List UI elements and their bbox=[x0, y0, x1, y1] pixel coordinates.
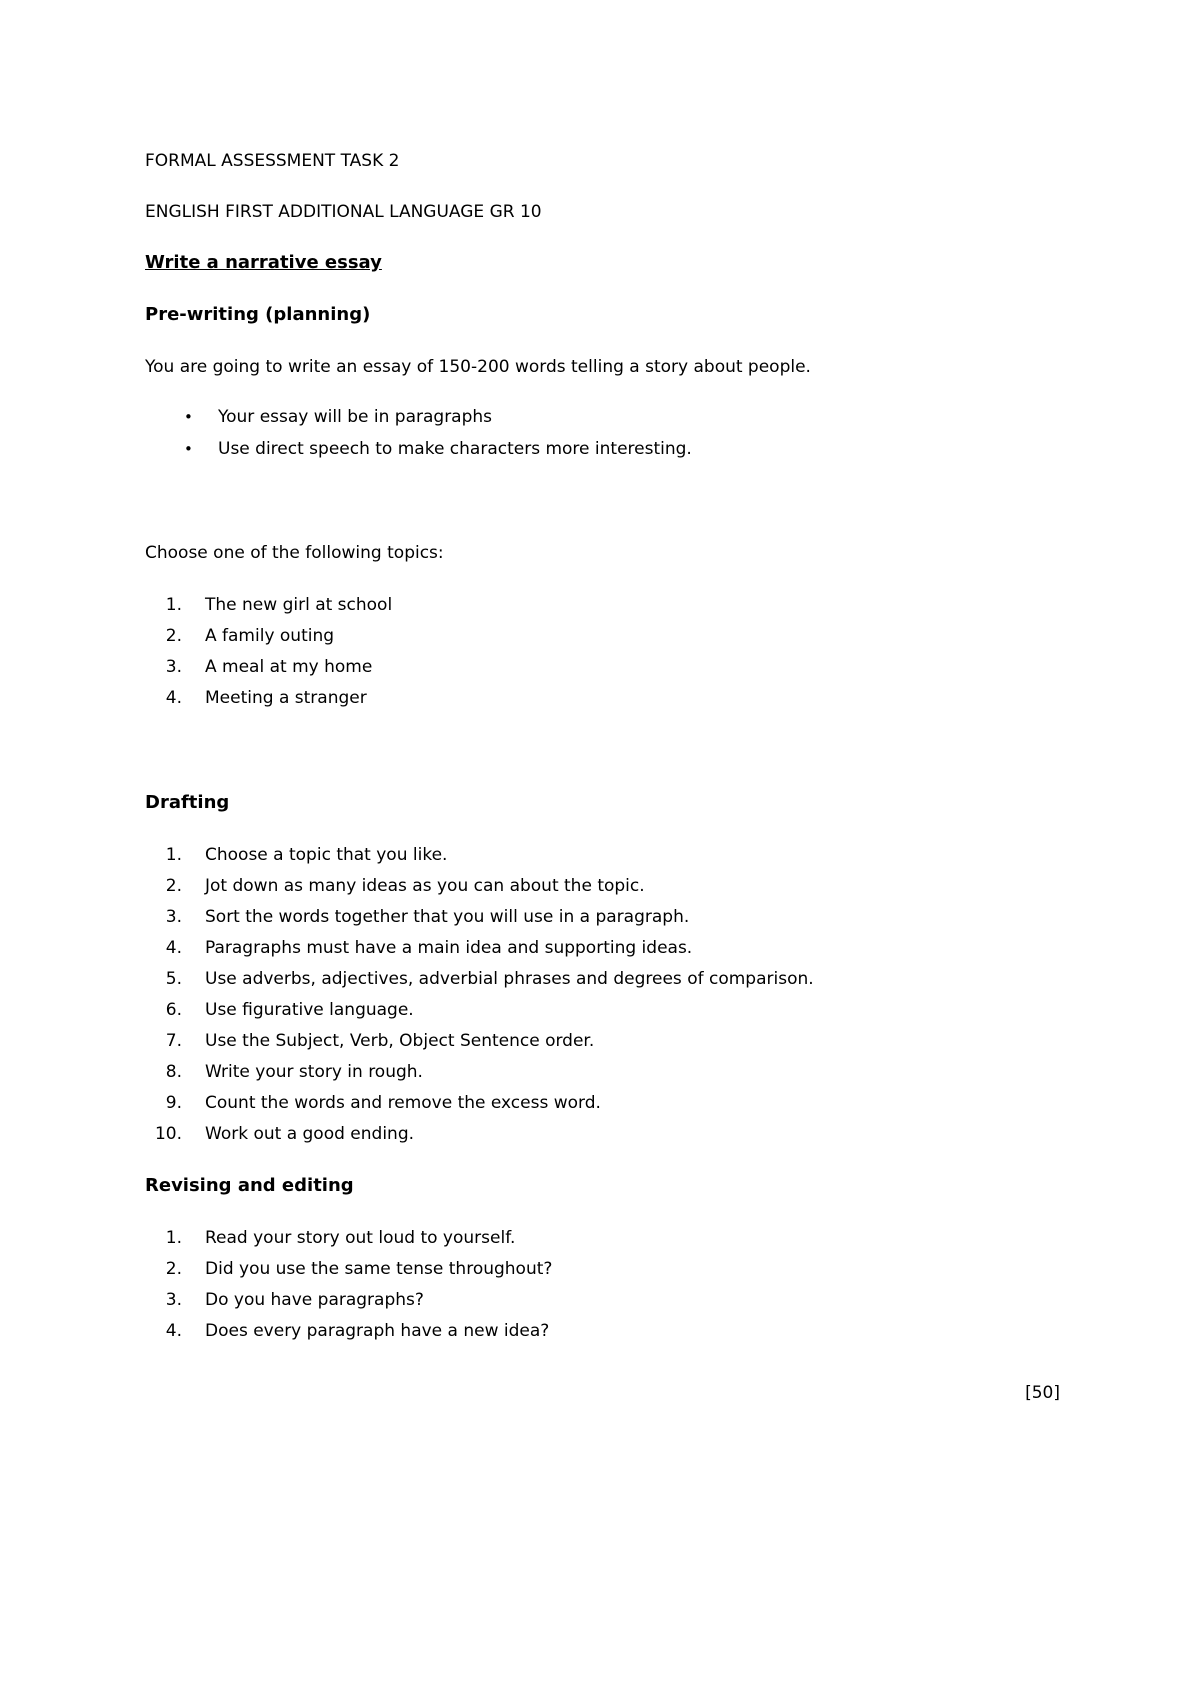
list-number: 8. bbox=[165, 1062, 182, 1082]
list-text: Choose a topic that you like. bbox=[205, 845, 448, 865]
list-text: Did you use the same tense throughout? bbox=[205, 1259, 553, 1279]
list-number: 4. bbox=[165, 938, 182, 958]
prewriting-heading: Pre-writing (planning) bbox=[145, 304, 371, 325]
document-subject: ENGLISH FIRST ADDITIONAL LANGUAGE GR 10 bbox=[145, 202, 542, 222]
list-number: 6. bbox=[165, 1000, 182, 1020]
list-text: Sort the words together that you will use in a paragraph. bbox=[205, 907, 690, 927]
task-heading: Write a narrative essay bbox=[145, 252, 382, 273]
drafting-heading: Drafting bbox=[145, 792, 230, 813]
revising-heading: Revising and editing bbox=[145, 1175, 354, 1196]
list-text: Write your story in rough. bbox=[205, 1062, 423, 1082]
list-number: 1. bbox=[165, 1228, 182, 1248]
list-text: A family outing bbox=[205, 626, 335, 646]
bullet-text: Your essay will be in paragraphs bbox=[218, 407, 493, 427]
topics-intro: Choose one of the following topics: bbox=[145, 543, 444, 563]
list-number: 3. bbox=[165, 1290, 182, 1310]
bullet-icon: • bbox=[184, 408, 193, 426]
list-text: Paragraphs must have a main idea and supporting ideas. bbox=[205, 938, 693, 958]
intro-paragraph: You are going to write an essay of 150-200 words telling a story about people. bbox=[145, 357, 811, 377]
list-text: Use adverbs, adjectives, adverbial phrases and degrees of comparison. bbox=[205, 969, 814, 989]
list-text: Work out a good ending. bbox=[205, 1124, 415, 1144]
list-text: Read your story out loud to yourself. bbox=[205, 1228, 516, 1248]
list-text: Use the Subject, Verb, Object Sentence order. bbox=[205, 1031, 595, 1051]
list-number: 10. bbox=[154, 1124, 182, 1144]
list-number: 2. bbox=[165, 1259, 182, 1279]
list-number: 2. bbox=[165, 626, 182, 646]
list-number: 9. bbox=[165, 1093, 182, 1113]
bullet-icon: • bbox=[184, 440, 193, 458]
list-number: 1. bbox=[165, 845, 182, 865]
list-text: Meeting a stranger bbox=[205, 688, 367, 708]
list-number: 3. bbox=[165, 907, 182, 927]
list-text: Does every paragraph have a new idea? bbox=[205, 1321, 550, 1341]
bullet-text: Use direct speech to make characters more interesting. bbox=[218, 439, 692, 459]
list-text: The new girl at school bbox=[205, 595, 393, 615]
document-title: FORMAL ASSESSMENT TASK 2 bbox=[145, 151, 400, 171]
list-text: A meal at my home bbox=[205, 657, 373, 677]
list-number: 2. bbox=[165, 876, 182, 896]
list-number: 3. bbox=[165, 657, 182, 677]
total-marks: [50] bbox=[1025, 1383, 1060, 1403]
list-number: 1. bbox=[165, 595, 182, 615]
list-number: 5. bbox=[165, 969, 182, 989]
list-text: Count the words and remove the excess word. bbox=[205, 1093, 601, 1113]
list-number: 4. bbox=[165, 688, 182, 708]
list-text: Jot down as many ideas as you can about the topic. bbox=[205, 876, 645, 896]
list-number: 7. bbox=[165, 1031, 182, 1051]
list-text: Use figurative language. bbox=[205, 1000, 414, 1020]
list-text: Do you have paragraphs? bbox=[205, 1290, 424, 1310]
list-number: 4. bbox=[165, 1321, 182, 1341]
